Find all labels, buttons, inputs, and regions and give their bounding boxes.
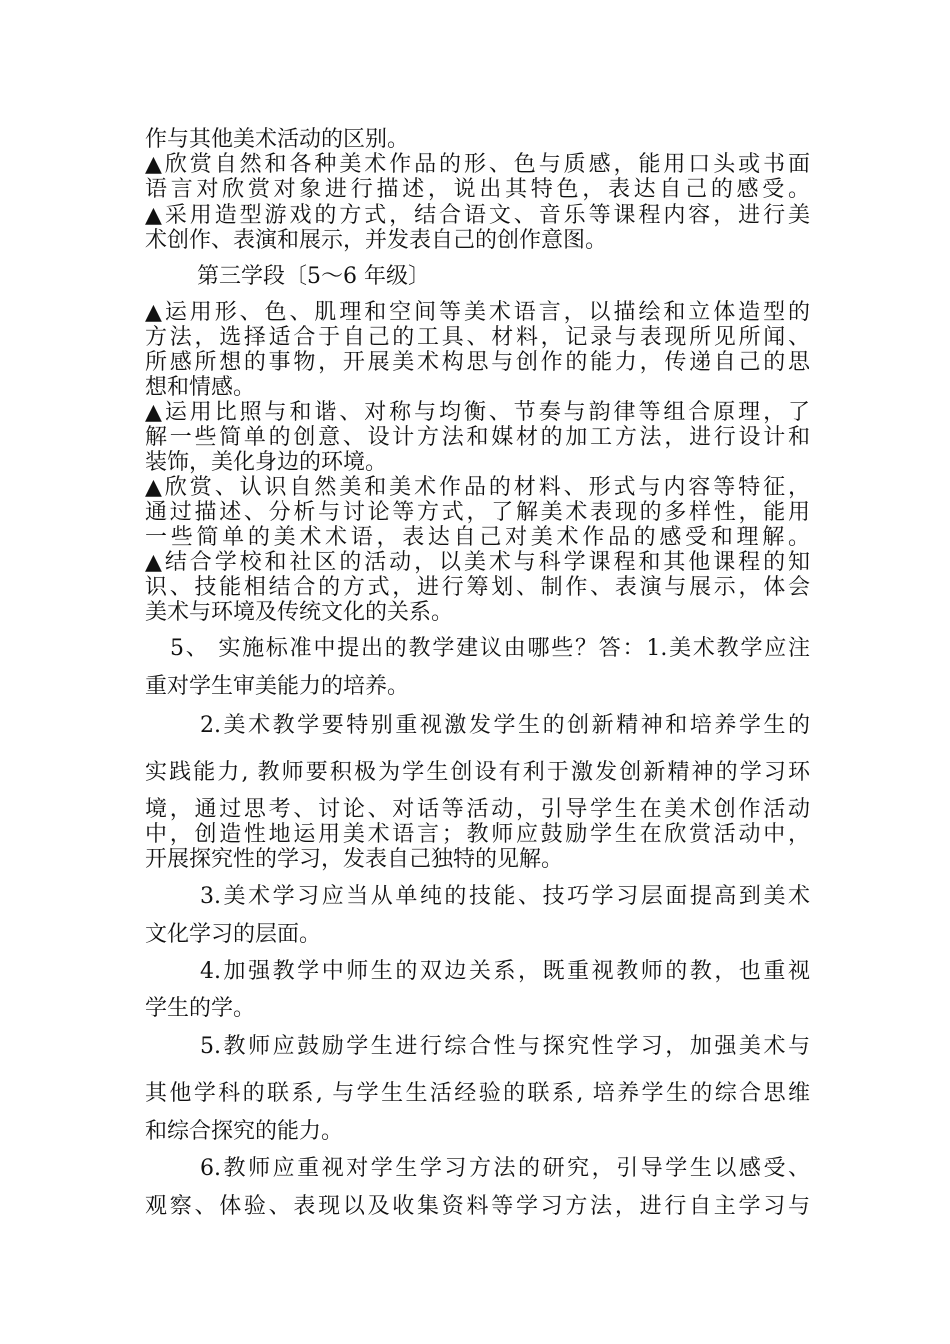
text-line: 文化学习的层面。 — [145, 922, 322, 947]
text-line: 6.教师应重视对学生学习方法的研究，引导学生以感受、 — [200, 1156, 810, 1181]
text-line: ▲欣赏、认识自然美和美术作品的材料、形式与内容等特征， — [145, 475, 810, 500]
text-line: 美术与环境及传统文化的关系。 — [145, 600, 454, 625]
text-line: 境，通过思考、讨论、对话等活动，引导学生在美术创作活动 — [145, 797, 810, 822]
question-line: 5、 实施标准中提出的教学建议由哪些？答：1.美术教学应注 — [170, 636, 810, 661]
text-line: 解一些简单的创意、设计方法和媒材的加工方法，进行设计和 — [145, 425, 810, 450]
text-line: 2.美术教学要特别重视激发学生的创新精神和培养学生的 — [200, 713, 810, 738]
text-line: 作与其他美术活动的区别。 — [145, 127, 410, 152]
text-line: 观察、体验、表现以及收集资料等学习方法，进行自主学习与 — [145, 1194, 810, 1219]
text-line: 所感所想的事物，开展美术构思与创作的能力，传递自己的思 — [145, 350, 810, 375]
text-line: 开展探究性的学习，发表自己独特的见解。 — [145, 847, 564, 872]
text-line: 学生的学。 — [145, 996, 256, 1021]
text-line: ▲运用比照与和谐、对称与均衡、节奏与韵律等组合原理，了 — [145, 400, 810, 425]
text-line: 中，创造性地运用美术语言；教师应鼓励学生在欣赏活动中， — [145, 822, 810, 847]
text-line: 5.教师应鼓励学生进行综合性与探究性学习，加强美术与 — [200, 1034, 810, 1059]
text-line: 一些简单的美术术语，表达自己对美术作品的感受和理解。 — [145, 525, 810, 550]
text-line: ▲欣赏自然和各种美术作品的形、色与质感，能用口头或书面 — [145, 152, 810, 177]
text-line: 通过描述、分析与讨论等方式，了解美术表现的多样性，能用 — [145, 500, 810, 525]
text-line: 想和情感。 — [145, 375, 256, 400]
text-line: ▲运用形、色、肌理和空间等美术语言，以描绘和立体造型的 — [145, 300, 810, 325]
section-heading: 第三学段〔5～6 年级〕 — [197, 264, 430, 289]
text-line: 其他学科的联系, 与学生生活经验的联系, 培养学生的综合思维 — [145, 1081, 810, 1106]
text-line: 3.美术学习应当从单纯的技能、技巧学习层面提高到美术 — [200, 884, 810, 909]
text-line: 和综合探究的能力。 — [145, 1119, 344, 1144]
text-line: ▲结合学校和社区的活动，以美术与科学课程和其他课程的知 — [145, 550, 810, 575]
text-line: 重对学生审美能力的培养。 — [145, 674, 410, 699]
text-line: 4.加强教学中师生的双边关系，既重视教师的教，也重视 — [200, 959, 810, 984]
text-line: 实践能力, 教师要积极为学生创设有利于激发创新精神的学习环 — [145, 760, 810, 785]
text-line: 语言对欣赏对象进行描述，说出其特色，表达自己的感受。 — [145, 177, 810, 202]
text-line: 方法，选择适合于自己的工具、材料，记录与表现所见所闻、 — [145, 325, 810, 350]
text-line: 术创作、表演和展示，并发表自己的创作意图。 — [145, 228, 608, 253]
text-line: ▲采用造型游戏的方式，结合语文、音乐等课程内容，进行美 — [145, 203, 810, 228]
text-line: 识、技能相结合的方式，进行筹划、制作、表演与展示，体会 — [145, 575, 810, 600]
text-line: 装饰，美化身边的环境。 — [145, 450, 388, 475]
